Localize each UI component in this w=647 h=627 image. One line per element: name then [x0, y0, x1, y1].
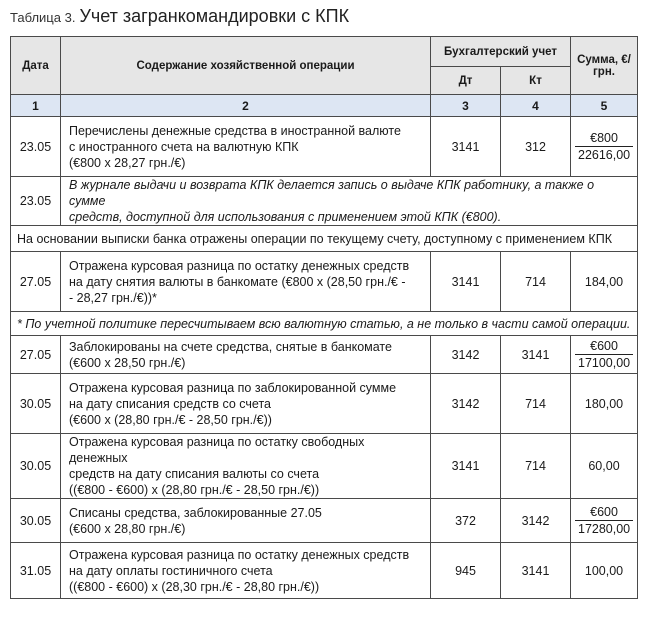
debit-cell: 3141 [431, 117, 501, 177]
description-line: ((€800 - €600) х (28,30 грн./€ - 28,80 грн./€)) [69, 579, 320, 594]
date-cell: 23.05 [11, 117, 61, 177]
note-line: средств, доступной для использования с применением этой КПК (€800). [69, 210, 502, 224]
date-cell: 27.05 [11, 252, 61, 312]
note-cell [61, 177, 638, 226]
description-cell [61, 336, 431, 374]
sum-cell [571, 117, 638, 177]
sum-fraction [575, 130, 633, 163]
date-cell: 30.05 [11, 434, 61, 499]
date-cell: 30.05 [11, 499, 61, 543]
credit-cell: 714 [501, 374, 571, 434]
sum-uah: 22616,00 [578, 148, 631, 162]
date-cell: 27.05 [11, 336, 61, 374]
sum-cell [571, 499, 638, 543]
sum-cell: 60,00 [571, 434, 638, 499]
credit-cell: 3141 [501, 336, 571, 374]
footnote-text: * По учетной политике пересчитываем всю валютную статью, а не только в части самой операции. [11, 312, 638, 336]
sum-fraction [575, 338, 633, 371]
accounting-table [10, 36, 638, 599]
table-row [11, 252, 638, 312]
table-row [11, 336, 638, 374]
sum-cell: 184,00 [571, 252, 638, 312]
description-line: на дату списания средств со счета [69, 396, 271, 411]
description-line: (€600 х 28,80 грн./€) [69, 521, 186, 536]
description-line: на дату оплаты гостиничного счета [69, 563, 273, 578]
footnote-row [11, 312, 638, 336]
description-line: средств на дату списания валюты со счета [69, 467, 320, 481]
caption-title: Учет загранкомандировки с КПК [79, 6, 350, 26]
description-line: Отражена курсовая разница по остатку денежных средств [69, 258, 410, 273]
table-row [11, 177, 638, 226]
description-line: ((€800 - €600) х (28,80 грн./€ - 28,50 грн./€)) [69, 483, 320, 497]
column-number: 4 [501, 95, 571, 117]
description-line: Заблокированы на счете средства, снятые в банкомате [69, 339, 392, 354]
header-sum: Сумма, €/грн. [571, 37, 638, 95]
header-debit: Дт [431, 67, 501, 95]
description-line: - 28,27 грн./€))* [69, 290, 157, 305]
description-line: Отражена курсовая разница по остатку свободных денежных [69, 435, 365, 465]
sum-currency: €800 [575, 130, 633, 147]
debit-cell: 3141 [431, 434, 501, 499]
sum-cell [571, 336, 638, 374]
description-line: (€600 х (28,80 грн./€ - 28,50 грн./€)) [69, 412, 272, 427]
description-line: (€800 х 28,27 грн./€) [69, 155, 186, 170]
description-line: Перечислены денежные средства в иностранной валюте [69, 123, 401, 138]
table-row [11, 499, 638, 543]
table-row [11, 543, 638, 599]
description-line: на дату снятия валюты в банкомате (€800 х (28,50 грн./€ - [69, 274, 406, 289]
table-caption [10, 6, 349, 30]
sum-currency: €600 [575, 504, 633, 521]
section-row [11, 226, 638, 252]
debit-cell: 3142 [431, 336, 501, 374]
debit-cell: 372 [431, 499, 501, 543]
credit-cell: 3141 [501, 543, 571, 599]
sum-uah: 17280,00 [578, 522, 631, 536]
table-row [11, 434, 638, 499]
credit-cell: 714 [501, 252, 571, 312]
description-line: Отражена курсовая разница по остатку денежных средств [69, 547, 410, 562]
description-cell [61, 117, 431, 177]
header-accounting: Бухгалтерский учет [431, 37, 571, 67]
column-number: 2 [61, 95, 431, 117]
credit-cell: 714 [501, 434, 571, 499]
column-number: 1 [11, 95, 61, 117]
column-number: 5 [571, 95, 638, 117]
sum-cell: 100,00 [571, 543, 638, 599]
sum-cell: 180,00 [571, 374, 638, 434]
credit-cell: 312 [501, 117, 571, 177]
table-row [11, 117, 638, 177]
sum-fraction [575, 504, 633, 537]
sum-currency: €600 [575, 338, 633, 355]
date-cell: 30.05 [11, 374, 61, 434]
description-line: (€600 х 28,50 грн./€) [69, 355, 186, 370]
sum-uah: 17100,00 [578, 356, 631, 370]
header-content: Содержание хозяйственной операции [61, 37, 431, 95]
credit-cell: 3142 [501, 499, 571, 543]
table-row [11, 374, 638, 434]
date-cell: 31.05 [11, 543, 61, 599]
description-cell [61, 543, 431, 599]
description-cell [61, 252, 431, 312]
caption-prefix: Таблица 3. [10, 10, 76, 25]
date-cell: 23.05 [11, 177, 61, 226]
debit-cell: 3141 [431, 252, 501, 312]
description-line: Отражена курсовая разница по заблокированной сумме [69, 380, 397, 395]
description-line: с иностранного счета на валютную КПК [69, 139, 299, 154]
debit-cell: 3142 [431, 374, 501, 434]
description-cell [61, 374, 431, 434]
description-cell [61, 434, 431, 499]
header-credit: Кт [501, 67, 571, 95]
header-date: Дата [11, 37, 61, 95]
section-text: На основании выписки банка отражены операции по текущему счету, доступному с применением КПК [11, 226, 638, 252]
column-number: 3 [431, 95, 501, 117]
note-line: В журнале выдачи и возврата КПК делается запись о выдаче КПК работнику, а также о сумме [69, 178, 595, 208]
description-line: Списаны средства, заблокированные 27.05 [69, 505, 322, 520]
description-cell [61, 499, 431, 543]
debit-cell: 945 [431, 543, 501, 599]
